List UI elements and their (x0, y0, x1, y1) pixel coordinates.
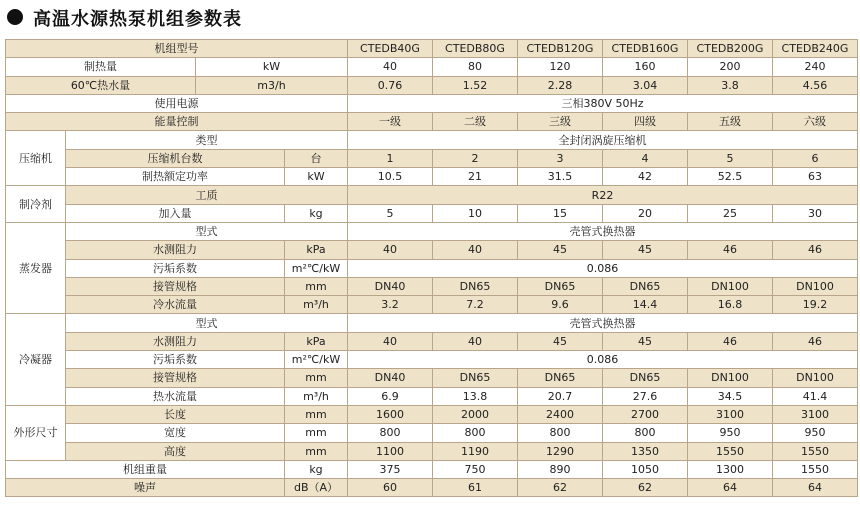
value-cell: 16.8 (688, 296, 773, 314)
value-cell: DN65 (433, 369, 518, 387)
category-label: 制冷剂 (6, 186, 66, 223)
bullet-icon (7, 9, 23, 25)
value-cell: 45 (603, 241, 688, 259)
table-row (6, 314, 858, 332)
row-label: 接管规格 (66, 277, 285, 295)
merged-value-cell: 0.086 (348, 351, 858, 369)
value-cell: 42 (603, 168, 688, 186)
row-label: 压缩机台数 (66, 149, 285, 167)
row-label: 制热额定功率 (66, 168, 285, 186)
value-cell: 60 (348, 479, 433, 497)
merged-value-cell: 壳管式换热器 (348, 222, 858, 240)
value-cell: 10.5 (348, 168, 433, 186)
value-cell: 3100 (773, 405, 858, 423)
value-cell: 46 (688, 332, 773, 350)
value-cell: 63 (773, 168, 858, 186)
table-row (6, 131, 858, 149)
value-cell: 950 (688, 424, 773, 442)
row-label: 能量控制 (6, 113, 348, 131)
value-cell: 120 (518, 58, 603, 76)
table-row (6, 277, 858, 295)
value-cell: 6 (773, 149, 858, 167)
value-cell: 3.04 (603, 76, 688, 94)
value-cell: 1290 (518, 442, 603, 460)
row-label: 噪声 (6, 479, 285, 497)
table-row (6, 204, 858, 222)
unit-cell: m²℃/kW (285, 259, 348, 277)
unit-cell: mm (285, 405, 348, 423)
table-row (6, 149, 858, 167)
value-cell: 0.76 (348, 76, 433, 94)
value-cell: 200 (688, 58, 773, 76)
row-label: 宽度 (66, 424, 285, 442)
unit-cell: kg (285, 204, 348, 222)
unit-cell: kg (285, 460, 348, 478)
value-cell: 40 (348, 58, 433, 76)
value-cell: DN100 (773, 369, 858, 387)
unit-cell: mm (285, 369, 348, 387)
merged-value-cell: 三相380V 50Hz (348, 94, 858, 112)
table-row (6, 296, 858, 314)
value-cell: 64 (773, 479, 858, 497)
value-cell: DN40 (348, 277, 433, 295)
merged-value-cell: 全封闭涡旋压缩机 (348, 131, 858, 149)
table-row (6, 113, 858, 131)
value-cell: 45 (518, 241, 603, 259)
value-cell: 27.6 (603, 387, 688, 405)
value-cell: 34.5 (688, 387, 773, 405)
unit-cell: mm (285, 442, 348, 460)
value-cell: 二级 (433, 113, 518, 131)
value-cell: 六级 (773, 113, 858, 131)
value-cell: 61 (433, 479, 518, 497)
unit-cell: mm (285, 277, 348, 295)
value-cell: 950 (773, 424, 858, 442)
value-cell: DN65 (603, 277, 688, 295)
table-row (6, 424, 858, 442)
row-label: 制热量 (6, 58, 196, 76)
title-bar (0, 0, 860, 34)
value-cell: 3100 (688, 405, 773, 423)
merged-value-cell: R22 (348, 186, 858, 204)
value-cell: 62 (603, 479, 688, 497)
row-label: 加入量 (66, 204, 285, 222)
value-cell: 375 (348, 460, 433, 478)
table-row (6, 259, 858, 277)
row-label: 污垢系数 (66, 351, 285, 369)
value-cell: 52.5 (688, 168, 773, 186)
value-cell: 20 (603, 204, 688, 222)
value-cell: 46 (773, 332, 858, 350)
value-cell: 160 (603, 58, 688, 76)
table-row (6, 186, 858, 204)
value-cell: 40 (348, 241, 433, 259)
model-cell: CTEDB160G (603, 40, 688, 58)
value-cell: 3.2 (348, 296, 433, 314)
value-cell: 6.9 (348, 387, 433, 405)
value-cell: 21 (433, 168, 518, 186)
value-cell: 1190 (433, 442, 518, 460)
table-row (6, 442, 858, 460)
table-row (6, 58, 858, 76)
value-cell: 1550 (688, 442, 773, 460)
unit-cell: 台 (285, 149, 348, 167)
row-label: 型式 (66, 314, 348, 332)
table-row (6, 405, 858, 423)
unit-cell: kW (285, 168, 348, 186)
value-cell: 1050 (603, 460, 688, 478)
table-row (6, 369, 858, 387)
value-cell: 9.6 (518, 296, 603, 314)
row-label: 60℃热水量 (6, 76, 196, 94)
value-cell: 2000 (433, 405, 518, 423)
value-cell: 240 (773, 58, 858, 76)
value-cell: 45 (603, 332, 688, 350)
value-cell: DN100 (773, 277, 858, 295)
model-cell: CTEDB40G (348, 40, 433, 58)
model-cell: CTEDB80G (433, 40, 518, 58)
category-label: 蒸发器 (6, 222, 66, 313)
value-cell: 46 (773, 241, 858, 259)
value-cell: 2700 (603, 405, 688, 423)
table-row (6, 332, 858, 350)
row-label: 型式 (66, 222, 348, 240)
unit-cell: kPa (285, 241, 348, 259)
value-cell: 14.4 (603, 296, 688, 314)
table-row (6, 241, 858, 259)
unit-cell: m3/h (196, 76, 348, 94)
table-row (6, 76, 858, 94)
value-cell: 40 (348, 332, 433, 350)
value-cell: 四级 (603, 113, 688, 131)
value-cell: DN65 (433, 277, 518, 295)
row-label: 机组型号 (6, 40, 348, 58)
value-cell: 80 (433, 58, 518, 76)
value-cell: 15 (518, 204, 603, 222)
table-row (6, 479, 858, 497)
value-cell: 5 (688, 149, 773, 167)
row-label: 工质 (66, 186, 348, 204)
value-cell: 2400 (518, 405, 603, 423)
row-label: 接管规格 (66, 369, 285, 387)
row-label: 机组重量 (6, 460, 285, 478)
value-cell: 41.4 (773, 387, 858, 405)
row-label: 热水流量 (66, 387, 285, 405)
value-cell: 2.28 (518, 76, 603, 94)
value-cell: 1550 (773, 460, 858, 478)
row-label: 水测阻力 (66, 241, 285, 259)
value-cell: DN65 (518, 369, 603, 387)
value-cell: 19.2 (773, 296, 858, 314)
row-label: 高度 (66, 442, 285, 460)
row-label: 水测阻力 (66, 332, 285, 350)
value-cell: 46 (688, 241, 773, 259)
model-cell: CTEDB240G (773, 40, 858, 58)
value-cell: 1550 (773, 442, 858, 460)
merged-value-cell: 0.086 (348, 259, 858, 277)
unit-cell: dB（A） (285, 479, 348, 497)
value-cell: 4.56 (773, 76, 858, 94)
row-label: 使用电源 (6, 94, 348, 112)
value-cell: 13.8 (433, 387, 518, 405)
value-cell: 31.5 (518, 168, 603, 186)
table-row (6, 168, 858, 186)
value-cell: 3.8 (688, 76, 773, 94)
model-cell: CTEDB120G (518, 40, 603, 58)
row-label: 污垢系数 (66, 259, 285, 277)
value-cell: 五级 (688, 113, 773, 131)
value-cell: 1 (348, 149, 433, 167)
value-cell: DN65 (518, 277, 603, 295)
value-cell: 800 (433, 424, 518, 442)
row-label: 冷水流量 (66, 296, 285, 314)
value-cell: 25 (688, 204, 773, 222)
category-label: 压缩机 (6, 131, 66, 186)
value-cell: 1100 (348, 442, 433, 460)
value-cell: 7.2 (433, 296, 518, 314)
row-label: 长度 (66, 405, 285, 423)
row-label: 类型 (66, 131, 348, 149)
value-cell: 2 (433, 149, 518, 167)
spec-table (5, 39, 858, 497)
value-cell: DN100 (688, 369, 773, 387)
table-row (6, 40, 858, 58)
value-cell: 64 (688, 479, 773, 497)
unit-cell: kPa (285, 332, 348, 350)
category-label: 冷凝器 (6, 314, 66, 405)
value-cell: 5 (348, 204, 433, 222)
value-cell: DN65 (603, 369, 688, 387)
value-cell: 750 (433, 460, 518, 478)
value-cell: 800 (603, 424, 688, 442)
table-row (6, 351, 858, 369)
model-cell: CTEDB200G (688, 40, 773, 58)
page-title: 高温水源热泵机组参数表 (33, 9, 242, 30)
table-row (6, 387, 858, 405)
table-row (6, 460, 858, 478)
value-cell: 1350 (603, 442, 688, 460)
value-cell: 890 (518, 460, 603, 478)
value-cell: 800 (518, 424, 603, 442)
value-cell: 1600 (348, 405, 433, 423)
value-cell: 800 (348, 424, 433, 442)
value-cell: 4 (603, 149, 688, 167)
category-label: 外形尺寸 (6, 405, 66, 460)
unit-cell: m³/h (285, 387, 348, 405)
value-cell: 20.7 (518, 387, 603, 405)
value-cell: 一级 (348, 113, 433, 131)
value-cell: 10 (433, 204, 518, 222)
value-cell: DN40 (348, 369, 433, 387)
value-cell: 1.52 (433, 76, 518, 94)
value-cell: 40 (433, 241, 518, 259)
value-cell: 62 (518, 479, 603, 497)
unit-cell: m²℃/kW (285, 351, 348, 369)
value-cell: 40 (433, 332, 518, 350)
unit-cell: mm (285, 424, 348, 442)
table-row (6, 222, 858, 240)
value-cell: 30 (773, 204, 858, 222)
unit-cell: m³/h (285, 296, 348, 314)
value-cell: 45 (518, 332, 603, 350)
value-cell: 1300 (688, 460, 773, 478)
table-row (6, 94, 858, 112)
value-cell: 3 (518, 149, 603, 167)
value-cell: DN100 (688, 277, 773, 295)
unit-cell: kW (196, 58, 348, 76)
merged-value-cell: 壳管式换热器 (348, 314, 858, 332)
value-cell: 三级 (518, 113, 603, 131)
